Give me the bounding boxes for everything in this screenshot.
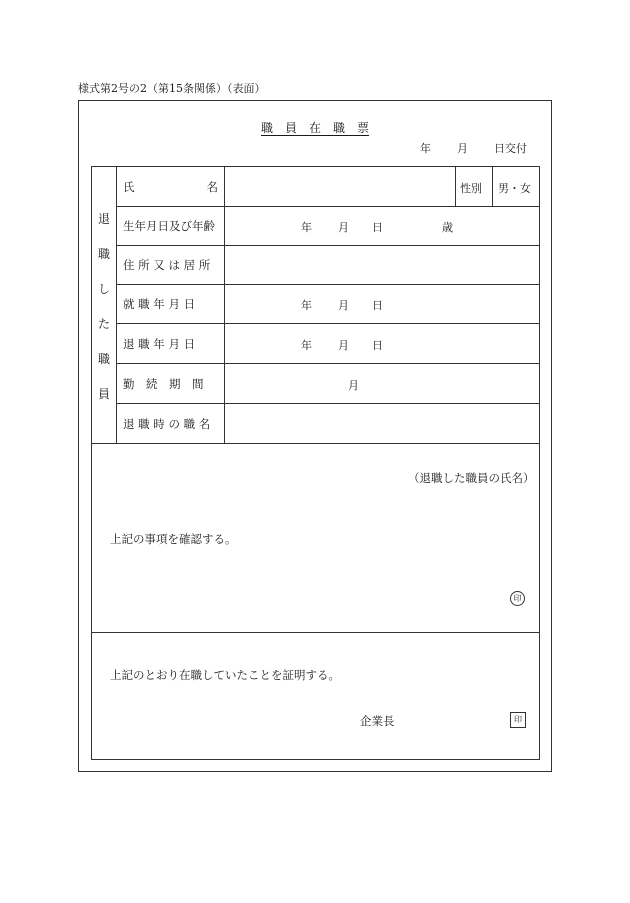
birth-month-unit: 月	[338, 221, 349, 234]
retirement-year-unit: 年	[301, 339, 312, 352]
name-label: 氏 名	[123, 179, 218, 194]
employment-day-unit: 日	[372, 299, 383, 312]
certify-statement: 上記のとおり在職していたことを証明する。	[110, 668, 340, 682]
gender-label-divider	[455, 167, 456, 207]
official-seal-mark: 印	[510, 712, 526, 728]
side-char: 職	[97, 352, 110, 366]
birth-age-label: 生年月日及び年齢	[123, 218, 215, 233]
form-reference: 様式第2号の2（第15条関係）（表面）	[78, 82, 266, 95]
form-title: 職 員 在 職 票	[260, 121, 369, 135]
position-label: 退 職 時 の 職 名	[123, 416, 211, 431]
retirement-day-unit: 日	[372, 339, 383, 352]
tenure-label: 勤 続 期 間	[123, 376, 204, 391]
age-unit: 歳	[442, 221, 453, 234]
gender-label: 性別	[460, 182, 482, 195]
side-char: し	[97, 282, 110, 296]
position-field[interactable]	[225, 404, 540, 443]
tenure-field[interactable]	[225, 364, 540, 403]
issue-year-label: 年	[420, 142, 431, 155]
address-label: 住 所 又 は 居 所	[123, 257, 211, 272]
employee-name-note: （退職した職員の氏名）	[408, 471, 535, 485]
issue-day-label: 日交付	[494, 142, 527, 155]
issue-month-label: 月	[457, 142, 468, 155]
birth-year-unit: 年	[301, 221, 312, 234]
employment-date-label: 就 職 年 月 日	[123, 296, 196, 311]
certificate-frame	[78, 100, 552, 772]
confirm-statement: 上記の事項を確認する。	[110, 532, 237, 546]
table-bottom-divider	[92, 443, 540, 444]
address-field[interactable]	[225, 246, 540, 284]
tenure-month-unit: 月	[348, 379, 359, 392]
side-char: 退	[97, 212, 110, 226]
gender-options[interactable]: 男・女	[498, 182, 531, 195]
employee-table	[91, 166, 540, 760]
signer-title: 企業長	[360, 714, 395, 728]
name-field[interactable]	[225, 167, 455, 206]
side-char: 員	[97, 387, 110, 401]
birth-day-unit: 日	[372, 221, 383, 234]
retired-employee-side-label	[92, 167, 116, 443]
employee-seal-mark: 印	[510, 591, 525, 606]
retirement-date-label: 退 職 年 月 日	[123, 336, 196, 351]
employment-month-unit: 月	[338, 299, 349, 312]
retirement-month-unit: 月	[338, 339, 349, 352]
employment-year-unit: 年	[301, 299, 312, 312]
issue-date	[420, 140, 527, 156]
gender-options-divider	[492, 167, 493, 207]
section-divider	[92, 632, 540, 633]
side-char: た	[97, 317, 110, 331]
side-char: 職	[97, 247, 110, 261]
